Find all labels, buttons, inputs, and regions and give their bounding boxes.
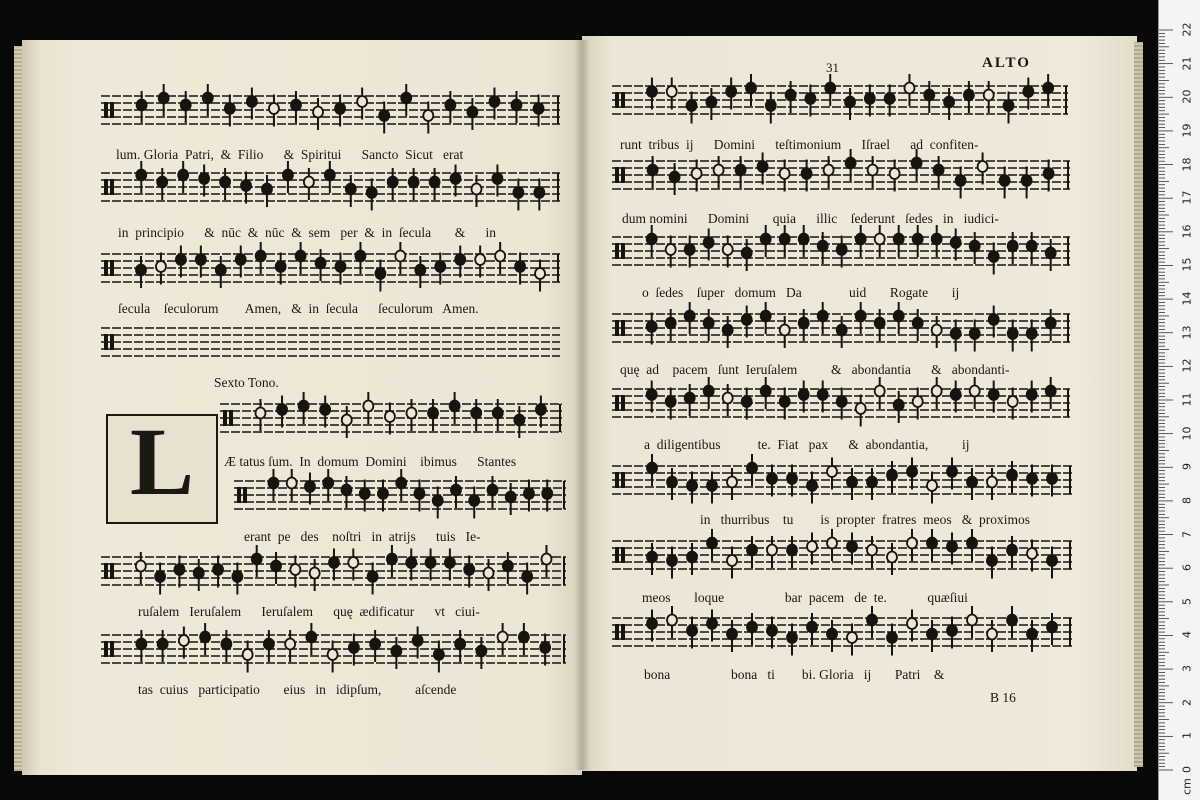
- ruler-label: 3: [1180, 665, 1194, 673]
- ruler-label: 8: [1180, 496, 1194, 504]
- voice-label: ALTO: [982, 55, 1031, 71]
- lyric-line: a diligentibus te. Fiat pax & abondantia, ij: [644, 437, 970, 452]
- staff: [101, 328, 560, 356]
- staff: [612, 529, 1072, 579]
- ruler-label: 5: [1180, 597, 1194, 605]
- ruler-label: 18: [1180, 157, 1194, 172]
- ruler-label: 16: [1180, 224, 1194, 239]
- lyric-line: lum. Gloria Patri, & Filio & Spiritui Sancto Sicut erat: [116, 147, 464, 162]
- ruler-label: 1: [1180, 732, 1194, 740]
- staff: [101, 623, 566, 673]
- lyric-line: in principio & nūc & nūc & sem per & in ſecula & in: [118, 225, 496, 240]
- decorated-initial: [106, 408, 218, 524]
- ruler-label: 22: [1180, 22, 1194, 37]
- staff: [612, 606, 1072, 656]
- staff: [220, 392, 562, 438]
- staff: [612, 74, 1068, 124]
- ruler-label: 21: [1180, 56, 1194, 71]
- lyric-line: bona bona ti bi. Gloria ij Patri &: [644, 667, 945, 682]
- staff: [612, 454, 1072, 504]
- lyric-line: erant pe des noſtri in atrijs tuis Ie-: [244, 529, 481, 544]
- ruler-label: 6: [1180, 564, 1194, 572]
- page-number: 31: [826, 60, 839, 75]
- lyric-line: dum nomini Domini quia illic ſederunt ſedes in iudici-: [622, 211, 999, 226]
- lyric-line: meos loque bar pacem de te. quæſiui: [642, 590, 968, 605]
- ruler-label: 12: [1180, 358, 1194, 373]
- lyric-line: runt tribus ij Domini teſtimonium Iſrael ad confiten-: [620, 137, 979, 152]
- staff: [612, 225, 1070, 275]
- ruler-label: 14: [1180, 291, 1194, 306]
- measurement-ruler: [1158, 0, 1200, 800]
- ruler-label: 19: [1180, 123, 1194, 138]
- ruler-label: 17: [1180, 190, 1194, 205]
- lyric-line: ſecula ſeculorum Amen, & in ſecula ſeculorum Amen.: [118, 301, 479, 316]
- ruler-label: 15: [1180, 257, 1194, 272]
- lyric-line: in thurribus tu is propter fratres meos & proximos: [700, 512, 1030, 527]
- lyric-line: ruſalem Ieruſalem Ieruſalem quę ædificatur vt ciui-: [138, 604, 480, 619]
- staff: [101, 545, 566, 595]
- lyric-line: quę ad pacem ſunt Ieruſalem & abondantia & abondanti-: [620, 362, 1010, 377]
- staff: [612, 377, 1070, 427]
- ruler-label: 11: [1180, 392, 1194, 407]
- ruler-label: 9: [1180, 463, 1194, 471]
- lyric-line: o ſedes ſuper domum Da uid Rogate ij: [642, 285, 960, 300]
- staff: [612, 149, 1070, 199]
- ruler-label: 7: [1180, 530, 1194, 538]
- ruler-label: 20: [1180, 89, 1194, 104]
- ruler-label: 10: [1180, 426, 1194, 441]
- staff: [612, 302, 1070, 352]
- staff: [101, 84, 560, 134]
- signature-mark: B 16: [990, 690, 1016, 705]
- staff: [101, 242, 560, 292]
- section-title: Sexto Tono.: [214, 375, 279, 390]
- ruler-unit: cm: [1180, 778, 1194, 795]
- lyric-line: tas cuius participatio eius in idipſum, aſcende: [138, 682, 457, 697]
- ruler-label: 13: [1180, 325, 1194, 340]
- initial-letter: L: [130, 408, 195, 515]
- ruler-label: 0: [1180, 766, 1194, 773]
- staff: [101, 161, 560, 211]
- ruler-ticks: [1159, 0, 1200, 800]
- staff: [234, 469, 566, 519]
- ruler-label: 2: [1180, 698, 1194, 706]
- lyric-line: Æ tatus ſum. In domum Domini ibimus Stantes: [224, 454, 517, 469]
- ruler-label: 4: [1180, 631, 1194, 639]
